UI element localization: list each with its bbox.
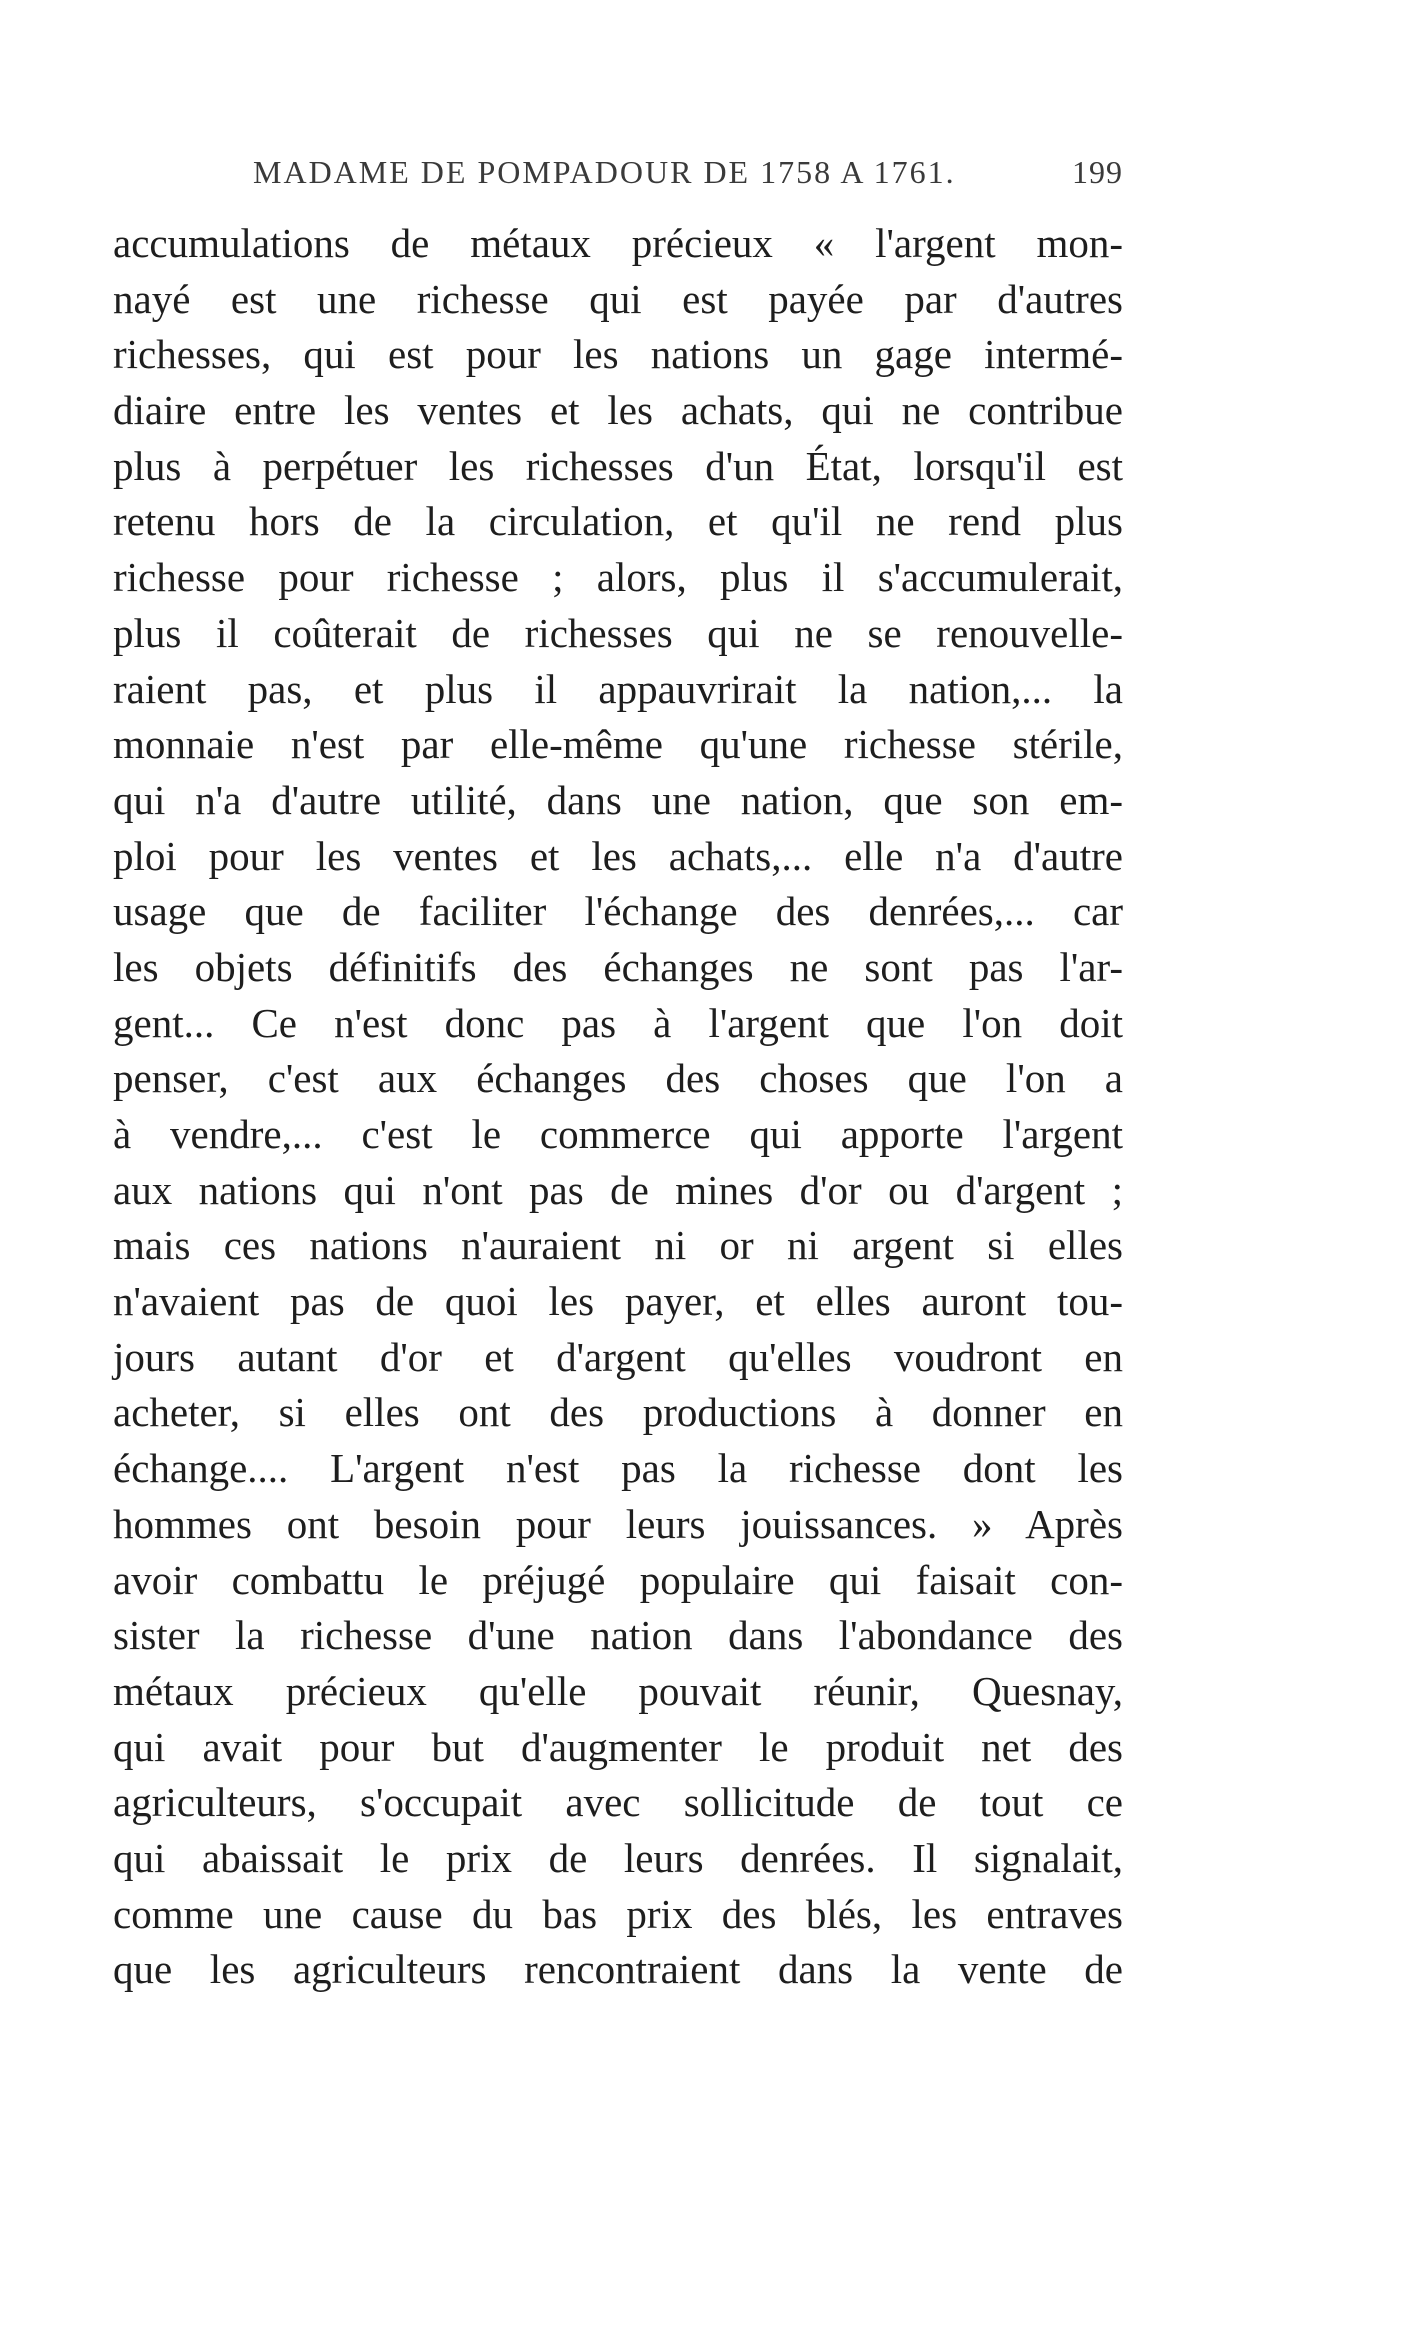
text-line: retenu hors de la circulation, et qu'il ne rend plus xyxy=(113,498,1123,545)
text-line: agriculteurs, s'occupait avec sollicitude de tout ce xyxy=(113,1779,1123,1826)
text-line: n'avaient pas de quoi les payer, et elles auront tou- xyxy=(113,1278,1123,1325)
text-line: mais ces nations n'auraient ni or ni argent si elles xyxy=(113,1222,1123,1269)
page-number: 199 xyxy=(1072,154,1123,190)
text-line: richesses, qui est pour les nations un gage intermé- xyxy=(113,331,1123,378)
running-head-title: MADAME DE POMPADOUR DE 1758 A 1761. xyxy=(253,154,956,190)
text-line: les objets définitifs des échanges ne sont pas l'ar- xyxy=(113,943,1123,990)
text-line: gent... Ce n'est donc pas à l'argent que l'on doit xyxy=(113,999,1123,1046)
text-line: à vendre,... c'est le commerce qui apporte l'argent xyxy=(113,1111,1123,1157)
text-line: plus il coûterait de richesses qui ne se renouvelle- xyxy=(113,609,1123,656)
text-line: raient pas, et plus il appauvrirait la nation,... la xyxy=(113,665,1123,712)
text-line: nayé est une richesse qui est payée par d'autres xyxy=(113,275,1123,322)
text-line: diaire entre les ventes et les achats, qui ne contribue xyxy=(113,387,1123,434)
text-line: avoir combattu le préjugé populaire qui faisait con- xyxy=(113,1556,1123,1603)
text-line: plus à perpétuer les richesses d'un État, lorsqu'il est xyxy=(113,442,1123,489)
body-text xyxy=(113,216,1123,1998)
text-line: monnaie n'est par elle-même qu'une richesse stérile, xyxy=(113,721,1123,768)
text-line: jours autant d'or et d'argent qu'elles voudront en xyxy=(113,1333,1123,1380)
text-line: comme une cause du bas prix des blés, les entraves xyxy=(113,1890,1123,1937)
text-line: hommes ont besoin pour leurs jouissances. » Après xyxy=(113,1500,1123,1547)
text-line: aux nations qui n'ont pas de mines d'or ou d'argent ; xyxy=(113,1166,1123,1213)
text-line: qui n'a d'autre utilité, dans une nation, que son em- xyxy=(113,776,1123,823)
text-line: échange.... L'argent n'est pas la richesse dont les xyxy=(113,1445,1123,1492)
text-line: ploi pour les ventes et les achats,... elle n'a d'autre xyxy=(113,832,1123,879)
text-line: que les agriculteurs rencontraient dans la vente de xyxy=(113,1946,1123,1993)
text-line: richesse pour richesse ; alors, plus il s'accumulerait, xyxy=(113,554,1123,601)
text-line: sister la richesse d'une nation dans l'abondance des xyxy=(113,1612,1123,1659)
text-line: qui abaissait le prix de leurs denrées. Il signalait, xyxy=(113,1834,1123,1881)
text-line: penser, c'est aux échanges des choses que l'on a xyxy=(113,1055,1123,1102)
text-line: usage que de faciliter l'échange des denrées,... car xyxy=(113,888,1123,935)
text-line: accumulations de métaux précieux « l'argent mon- xyxy=(113,220,1123,266)
text-line: qui avait pour but d'augmenter le produit net des xyxy=(113,1723,1123,1770)
running-head xyxy=(253,154,1123,198)
text-line: acheter, si elles ont des productions à donner en xyxy=(113,1389,1123,1436)
text-line: métaux précieux qu'elle pouvait réunir, Quesnay, xyxy=(113,1667,1123,1714)
